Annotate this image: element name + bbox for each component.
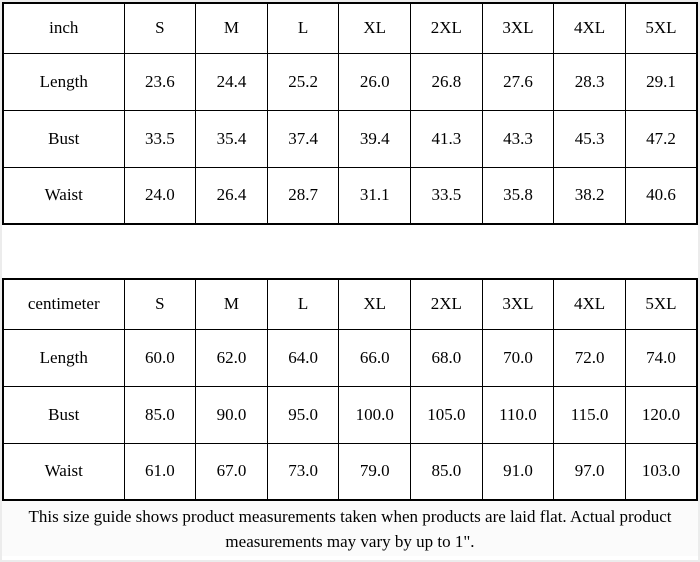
- measurement-label-cell: Waist: [3, 167, 124, 224]
- measurement-value-cell: 85.0: [411, 443, 483, 500]
- measurement-value-cell: 91.0: [482, 443, 554, 500]
- measurement-value-cell: 120.0: [625, 386, 697, 443]
- measurement-value-cell: 25.2: [267, 53, 339, 110]
- table-gap: [2, 225, 698, 278]
- measurement-value-cell: 40.6: [625, 167, 697, 224]
- table-row: [3, 329, 697, 386]
- size-guide-note: This size guide shows product measurements taken when products are laid flat. Actual product measurements may vary by up to 1".: [2, 501, 698, 556]
- measurement-value-cell: 115.0: [554, 386, 626, 443]
- measurement-value-cell: 38.2: [554, 167, 626, 224]
- size-header-cell: 5XL: [625, 279, 697, 329]
- measurement-value-cell: 33.5: [411, 167, 483, 224]
- measurement-value-cell: 35.4: [196, 110, 268, 167]
- measurement-value-cell: 72.0: [554, 329, 626, 386]
- measurement-value-cell: 31.1: [339, 167, 411, 224]
- measurement-label-cell: Length: [3, 329, 124, 386]
- size-header-cell: 2XL: [411, 279, 483, 329]
- measurement-value-cell: 70.0: [482, 329, 554, 386]
- size-header-cell: 3XL: [482, 279, 554, 329]
- measurement-value-cell: 24.4: [196, 53, 268, 110]
- size-header-cell: S: [124, 279, 196, 329]
- size-header-cell: L: [267, 279, 339, 329]
- measurement-value-cell: 68.0: [411, 329, 483, 386]
- measurement-value-cell: 23.6: [124, 53, 196, 110]
- size-header-cell: 5XL: [625, 3, 697, 53]
- measurement-value-cell: 33.5: [124, 110, 196, 167]
- measurement-value-cell: 26.0: [339, 53, 411, 110]
- measurement-value-cell: 73.0: [267, 443, 339, 500]
- size-header-cell: L: [267, 3, 339, 53]
- size-header-cell: 4XL: [554, 3, 626, 53]
- measurement-value-cell: 79.0: [339, 443, 411, 500]
- size-header-cell: M: [196, 279, 268, 329]
- table-row: [3, 443, 697, 500]
- size-header-cell: 4XL: [554, 279, 626, 329]
- measurement-value-cell: 95.0: [267, 386, 339, 443]
- unit-header-cell: inch: [3, 3, 124, 53]
- size-header-cell: M: [196, 3, 268, 53]
- measurement-value-cell: 41.3: [411, 110, 483, 167]
- size-header-cell: XL: [339, 279, 411, 329]
- measurement-value-cell: 100.0: [339, 386, 411, 443]
- measurement-value-cell: 29.1: [625, 53, 697, 110]
- cm-size-table: [2, 278, 698, 501]
- size-header-cell: S: [124, 3, 196, 53]
- measurement-value-cell: 67.0: [196, 443, 268, 500]
- measurement-value-cell: 90.0: [196, 386, 268, 443]
- measurement-value-cell: 24.0: [124, 167, 196, 224]
- measurement-value-cell: 26.8: [411, 53, 483, 110]
- measurement-value-cell: 47.2: [625, 110, 697, 167]
- measurement-value-cell: 35.8: [482, 167, 554, 224]
- measurement-label-cell: Bust: [3, 110, 124, 167]
- table-row: [3, 53, 697, 110]
- measurement-value-cell: 85.0: [124, 386, 196, 443]
- measurement-value-cell: 97.0: [554, 443, 626, 500]
- measurement-value-cell: 37.4: [267, 110, 339, 167]
- size-header-cell: XL: [339, 3, 411, 53]
- size-header-cell: 3XL: [482, 3, 554, 53]
- measurement-value-cell: 66.0: [339, 329, 411, 386]
- inch-size-table: [2, 2, 698, 225]
- measurement-value-cell: 45.3: [554, 110, 626, 167]
- measurement-value-cell: 62.0: [196, 329, 268, 386]
- measurement-value-cell: 74.0: [625, 329, 697, 386]
- measurement-value-cell: 103.0: [625, 443, 697, 500]
- measurement-label-cell: Bust: [3, 386, 124, 443]
- size-header-cell: 2XL: [411, 3, 483, 53]
- cm-header-row: [3, 279, 697, 329]
- measurement-value-cell: 43.3: [482, 110, 554, 167]
- measurement-value-cell: 105.0: [411, 386, 483, 443]
- measurement-value-cell: 61.0: [124, 443, 196, 500]
- table-row: [3, 386, 697, 443]
- table-row: [3, 167, 697, 224]
- measurement-value-cell: 64.0: [267, 329, 339, 386]
- measurement-label-cell: Waist: [3, 443, 124, 500]
- measurement-value-cell: 28.7: [267, 167, 339, 224]
- measurement-value-cell: 27.6: [482, 53, 554, 110]
- measurement-value-cell: 39.4: [339, 110, 411, 167]
- measurement-value-cell: 110.0: [482, 386, 554, 443]
- measurement-value-cell: 26.4: [196, 167, 268, 224]
- measurement-label-cell: Length: [3, 53, 124, 110]
- unit-header-cell: centimeter: [3, 279, 124, 329]
- measurement-value-cell: 60.0: [124, 329, 196, 386]
- inch-header-row: [3, 3, 697, 53]
- table-row: [3, 110, 697, 167]
- measurement-value-cell: 28.3: [554, 53, 626, 110]
